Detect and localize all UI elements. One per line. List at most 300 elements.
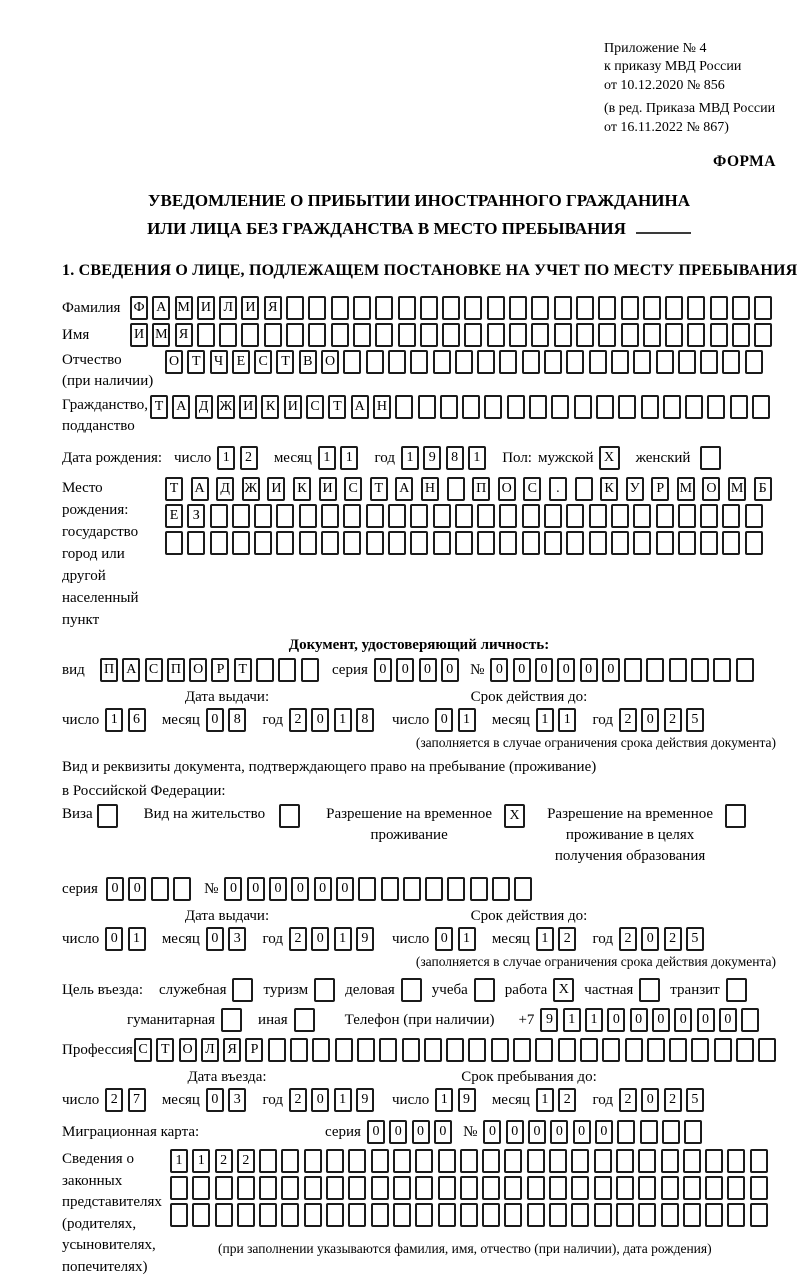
form-cell[interactable]: [348, 1149, 366, 1173]
form-cell[interactable]: 0: [674, 1008, 692, 1032]
form-cell[interactable]: 2: [558, 927, 576, 951]
form-cell[interactable]: [661, 1176, 679, 1200]
form-cell[interactable]: 6: [128, 708, 146, 732]
form-cell[interactable]: [611, 504, 629, 528]
form-cell[interactable]: К: [600, 477, 618, 501]
form-cell[interactable]: Т: [234, 658, 252, 682]
form-cell[interactable]: [685, 395, 703, 419]
form-cell[interactable]: Н: [421, 477, 439, 501]
form-cell[interactable]: 1: [458, 708, 476, 732]
form-cell[interactable]: [531, 296, 549, 320]
form-cell[interactable]: С: [254, 350, 272, 374]
form-cell[interactable]: 0: [291, 877, 309, 901]
form-cell[interactable]: [210, 531, 228, 555]
form-cell[interactable]: 1: [318, 446, 336, 470]
form-cell[interactable]: [455, 504, 473, 528]
form-cell[interactable]: [487, 323, 505, 347]
form-cell[interactable]: [366, 350, 384, 374]
form-cell[interactable]: [308, 323, 326, 347]
form-cell[interactable]: [594, 1176, 612, 1200]
form-cell[interactable]: 3: [228, 927, 246, 951]
form-cell[interactable]: [455, 350, 473, 374]
form-cell[interactable]: 2: [619, 927, 637, 951]
form-cell[interactable]: И: [241, 296, 259, 320]
form-cell[interactable]: [192, 1203, 210, 1227]
form-cell[interactable]: [321, 504, 339, 528]
form-cell[interactable]: 1: [170, 1149, 188, 1173]
form-cell[interactable]: [268, 1038, 286, 1062]
form-cell[interactable]: 0: [105, 927, 123, 951]
form-cell[interactable]: И: [284, 395, 302, 419]
form-cell[interactable]: 0: [412, 1120, 430, 1144]
form-cell[interactable]: Т: [156, 1038, 174, 1062]
form-cell[interactable]: [638, 1203, 656, 1227]
form-cell[interactable]: [638, 1149, 656, 1173]
form-cell[interactable]: [727, 1149, 745, 1173]
form-cell[interactable]: [474, 978, 495, 1002]
form-cell[interactable]: [492, 877, 510, 901]
form-cell[interactable]: А: [351, 395, 369, 419]
form-cell[interactable]: [554, 323, 572, 347]
form-cell[interactable]: [669, 1038, 687, 1062]
form-cell[interactable]: [477, 531, 495, 555]
form-cell[interactable]: [754, 296, 772, 320]
form-cell[interactable]: К: [261, 395, 279, 419]
form-cell[interactable]: Д: [195, 395, 213, 419]
form-cell[interactable]: [308, 296, 326, 320]
form-cell[interactable]: [331, 296, 349, 320]
form-cell[interactable]: 1: [128, 927, 146, 951]
form-cell[interactable]: [388, 350, 406, 374]
form-cell[interactable]: [641, 395, 659, 419]
form-cell[interactable]: [527, 1149, 545, 1173]
form-cell[interactable]: 0: [528, 1120, 546, 1144]
form-cell[interactable]: 0: [607, 1008, 625, 1032]
form-cell[interactable]: [326, 1203, 344, 1227]
form-cell[interactable]: А: [152, 296, 170, 320]
form-cell[interactable]: П: [472, 477, 490, 501]
form-cell[interactable]: [705, 1149, 723, 1173]
form-cell[interactable]: [616, 1203, 634, 1227]
form-cell[interactable]: [286, 296, 304, 320]
form-cell[interactable]: [551, 395, 569, 419]
form-cell[interactable]: [544, 350, 562, 374]
form-cell[interactable]: 9: [540, 1008, 558, 1032]
form-cell[interactable]: [691, 658, 709, 682]
form-cell[interactable]: 0: [697, 1008, 715, 1032]
form-cell[interactable]: [713, 658, 731, 682]
form-cell[interactable]: 0: [652, 1008, 670, 1032]
form-cell[interactable]: [621, 323, 639, 347]
form-cell[interactable]: [433, 504, 451, 528]
form-cell[interactable]: [722, 350, 740, 374]
form-cell[interactable]: [455, 531, 473, 555]
form-cell[interactable]: [299, 531, 317, 555]
form-cell[interactable]: [736, 658, 754, 682]
form-cell[interactable]: [714, 1038, 732, 1062]
form-cell[interactable]: [589, 350, 607, 374]
form-cell[interactable]: [663, 395, 681, 419]
form-cell[interactable]: Е: [232, 350, 250, 374]
form-cell[interactable]: [513, 1038, 531, 1062]
form-cell[interactable]: 0: [311, 708, 329, 732]
form-cell[interactable]: 0: [490, 658, 508, 682]
form-cell[interactable]: [726, 978, 747, 1002]
form-cell[interactable]: [617, 1120, 635, 1144]
form-cell[interactable]: 0: [483, 1120, 501, 1144]
form-cell[interactable]: 0: [311, 1088, 329, 1112]
form-cell[interactable]: 0: [311, 927, 329, 951]
form-cell[interactable]: 2: [664, 1088, 682, 1112]
form-cell[interactable]: И: [239, 395, 257, 419]
form-cell[interactable]: [656, 504, 674, 528]
form-cell[interactable]: [752, 395, 770, 419]
form-cell[interactable]: [687, 296, 705, 320]
form-cell[interactable]: [535, 1038, 553, 1062]
form-cell[interactable]: [661, 1203, 679, 1227]
form-cell[interactable]: Р: [651, 477, 669, 501]
form-cell[interactable]: [398, 323, 416, 347]
form-cell[interactable]: [418, 395, 436, 419]
form-cell[interactable]: [527, 1203, 545, 1227]
form-cell[interactable]: 0: [573, 1120, 591, 1144]
form-cell[interactable]: 1: [334, 927, 352, 951]
form-cell[interactable]: [343, 504, 361, 528]
form-cell[interactable]: Д: [216, 477, 234, 501]
form-cell[interactable]: 5: [686, 927, 704, 951]
form-cell[interactable]: [446, 1038, 464, 1062]
form-cell[interactable]: [504, 1203, 522, 1227]
form-cell[interactable]: 2: [237, 1149, 255, 1173]
form-cell[interactable]: [301, 658, 319, 682]
form-cell[interactable]: [732, 296, 750, 320]
form-cell[interactable]: 0: [435, 927, 453, 951]
form-cell[interactable]: [420, 323, 438, 347]
form-cell[interactable]: [700, 531, 718, 555]
form-cell[interactable]: 9: [423, 446, 441, 470]
form-cell[interactable]: [618, 395, 636, 419]
form-cell[interactable]: Л: [219, 296, 237, 320]
form-cell[interactable]: [669, 658, 687, 682]
form-cell[interactable]: 0: [106, 877, 124, 901]
form-cell[interactable]: [403, 877, 421, 901]
form-cell[interactable]: [348, 1203, 366, 1227]
form-cell[interactable]: [741, 1008, 759, 1032]
form-cell[interactable]: [215, 1176, 233, 1200]
form-cell[interactable]: 1: [536, 1088, 554, 1112]
form-cell[interactable]: 1: [536, 927, 554, 951]
form-cell[interactable]: [750, 1203, 768, 1227]
form-cell[interactable]: X: [553, 978, 574, 1002]
form-cell[interactable]: О: [321, 350, 339, 374]
form-cell[interactable]: [401, 978, 422, 1002]
form-cell[interactable]: 2: [240, 446, 258, 470]
form-cell[interactable]: .: [549, 477, 567, 501]
form-cell[interactable]: [353, 296, 371, 320]
form-cell[interactable]: 8: [446, 446, 464, 470]
form-cell[interactable]: И: [197, 296, 215, 320]
form-cell[interactable]: [278, 658, 296, 682]
form-cell[interactable]: [683, 1149, 701, 1173]
form-cell[interactable]: М: [728, 477, 746, 501]
form-cell[interactable]: [566, 531, 584, 555]
form-cell[interactable]: [482, 1203, 500, 1227]
form-cell[interactable]: [544, 531, 562, 555]
form-cell[interactable]: Л: [201, 1038, 219, 1062]
form-cell[interactable]: 0: [374, 658, 392, 682]
form-cell[interactable]: [656, 531, 674, 555]
form-cell[interactable]: [460, 1203, 478, 1227]
form-cell[interactable]: 0: [441, 658, 459, 682]
form-cell[interactable]: 0: [247, 877, 265, 901]
form-cell[interactable]: Я: [264, 296, 282, 320]
form-cell[interactable]: [438, 1176, 456, 1200]
form-cell[interactable]: [529, 395, 547, 419]
form-cell[interactable]: [522, 531, 540, 555]
form-cell[interactable]: О: [165, 350, 183, 374]
form-cell[interactable]: 1: [340, 446, 358, 470]
form-cell[interactable]: 0: [641, 708, 659, 732]
form-cell[interactable]: [221, 1008, 242, 1032]
form-cell[interactable]: 0: [269, 877, 287, 901]
form-cell[interactable]: [312, 1038, 330, 1062]
form-cell[interactable]: [256, 658, 274, 682]
form-cell[interactable]: М: [152, 323, 170, 347]
form-cell[interactable]: [299, 504, 317, 528]
form-cell[interactable]: [264, 323, 282, 347]
form-cell[interactable]: [304, 1149, 322, 1173]
form-cell[interactable]: [504, 1149, 522, 1173]
form-cell[interactable]: [237, 1176, 255, 1200]
form-cell[interactable]: [215, 1203, 233, 1227]
form-cell[interactable]: [665, 323, 683, 347]
form-cell[interactable]: 2: [664, 927, 682, 951]
form-cell[interactable]: 0: [419, 658, 437, 682]
form-cell[interactable]: [294, 1008, 315, 1032]
form-cell[interactable]: [259, 1176, 277, 1200]
form-cell[interactable]: [727, 1176, 745, 1200]
form-cell[interactable]: [438, 1203, 456, 1227]
form-cell[interactable]: [499, 350, 517, 374]
form-cell[interactable]: [504, 1176, 522, 1200]
form-cell[interactable]: [549, 1176, 567, 1200]
form-cell[interactable]: [638, 1176, 656, 1200]
form-cell[interactable]: 1: [435, 1088, 453, 1112]
form-cell[interactable]: К: [293, 477, 311, 501]
form-cell[interactable]: 0: [128, 877, 146, 901]
form-cell[interactable]: 1: [217, 446, 235, 470]
form-cell[interactable]: [661, 1149, 679, 1173]
form-cell[interactable]: [460, 1176, 478, 1200]
form-cell[interactable]: [197, 323, 215, 347]
form-cell[interactable]: [499, 531, 517, 555]
form-cell[interactable]: [410, 531, 428, 555]
form-cell[interactable]: [554, 296, 572, 320]
form-cell[interactable]: [527, 1176, 545, 1200]
form-cell[interactable]: [460, 1149, 478, 1173]
form-cell[interactable]: [647, 1038, 665, 1062]
form-cell[interactable]: И: [267, 477, 285, 501]
form-cell[interactable]: [722, 531, 740, 555]
form-cell[interactable]: [491, 1038, 509, 1062]
form-cell[interactable]: [678, 531, 696, 555]
form-cell[interactable]: С: [134, 1038, 152, 1062]
form-cell[interactable]: X: [504, 804, 525, 828]
form-cell[interactable]: [366, 504, 384, 528]
form-cell[interactable]: [366, 531, 384, 555]
form-cell[interactable]: 0: [434, 1120, 452, 1144]
form-cell[interactable]: [710, 323, 728, 347]
form-cell[interactable]: [750, 1176, 768, 1200]
form-cell[interactable]: [438, 1149, 456, 1173]
form-cell[interactable]: [254, 504, 272, 528]
form-cell[interactable]: 1: [334, 1088, 352, 1112]
form-cell[interactable]: 0: [595, 1120, 613, 1144]
form-cell[interactable]: [259, 1203, 277, 1227]
form-cell[interactable]: [462, 395, 480, 419]
form-cell[interactable]: [621, 296, 639, 320]
form-cell[interactable]: 9: [356, 1088, 374, 1112]
form-cell[interactable]: 3: [228, 1088, 246, 1112]
form-cell[interactable]: 0: [550, 1120, 568, 1144]
form-cell[interactable]: Т: [276, 350, 294, 374]
form-cell[interactable]: [375, 323, 393, 347]
form-cell[interactable]: [321, 531, 339, 555]
form-cell[interactable]: [420, 296, 438, 320]
form-cell[interactable]: [286, 323, 304, 347]
form-cell[interactable]: [241, 323, 259, 347]
form-cell[interactable]: 0: [206, 708, 224, 732]
form-cell[interactable]: П: [100, 658, 118, 682]
form-cell[interactable]: [468, 1038, 486, 1062]
form-cell[interactable]: [442, 296, 460, 320]
form-cell[interactable]: 7: [128, 1088, 146, 1112]
form-cell[interactable]: [665, 296, 683, 320]
form-cell[interactable]: [571, 1149, 589, 1173]
form-cell[interactable]: [484, 395, 502, 419]
form-cell[interactable]: Ч: [210, 350, 228, 374]
form-cell[interactable]: О: [179, 1038, 197, 1062]
form-cell[interactable]: [477, 504, 495, 528]
form-cell[interactable]: З: [187, 504, 205, 528]
form-cell[interactable]: О: [702, 477, 720, 501]
form-cell[interactable]: 0: [513, 658, 531, 682]
form-cell[interactable]: 1: [468, 446, 486, 470]
form-cell[interactable]: [393, 1203, 411, 1227]
form-cell[interactable]: [165, 531, 183, 555]
form-cell[interactable]: 0: [206, 927, 224, 951]
form-cell[interactable]: 9: [356, 927, 374, 951]
form-cell[interactable]: [566, 350, 584, 374]
form-cell[interactable]: [371, 1176, 389, 1200]
form-cell[interactable]: [678, 504, 696, 528]
form-cell[interactable]: [691, 1038, 709, 1062]
form-cell[interactable]: 0: [367, 1120, 385, 1144]
form-cell[interactable]: [710, 296, 728, 320]
form-cell[interactable]: М: [175, 296, 193, 320]
form-cell[interactable]: 0: [224, 877, 242, 901]
form-cell[interactable]: [580, 1038, 598, 1062]
form-cell[interactable]: [97, 804, 118, 828]
form-cell[interactable]: Т: [328, 395, 346, 419]
form-cell[interactable]: С: [344, 477, 362, 501]
form-cell[interactable]: 0: [435, 708, 453, 732]
form-cell[interactable]: [290, 1038, 308, 1062]
form-cell[interactable]: [395, 395, 413, 419]
form-cell[interactable]: Я: [175, 323, 193, 347]
form-cell[interactable]: [646, 658, 664, 682]
form-cell[interactable]: Т: [370, 477, 388, 501]
form-cell[interactable]: [633, 531, 651, 555]
form-cell[interactable]: 2: [105, 1088, 123, 1112]
form-cell[interactable]: 0: [641, 1088, 659, 1112]
form-cell[interactable]: [633, 504, 651, 528]
form-cell[interactable]: Р: [211, 658, 229, 682]
form-cell[interactable]: [304, 1176, 322, 1200]
form-cell[interactable]: 1: [334, 708, 352, 732]
form-cell[interactable]: [678, 350, 696, 374]
form-cell[interactable]: [470, 877, 488, 901]
form-cell[interactable]: [187, 531, 205, 555]
form-cell[interactable]: [687, 323, 705, 347]
form-cell[interactable]: [558, 1038, 576, 1062]
form-cell[interactable]: 1: [401, 446, 419, 470]
form-cell[interactable]: [611, 350, 629, 374]
form-cell[interactable]: [707, 395, 725, 419]
form-cell[interactable]: [616, 1149, 634, 1173]
form-cell[interactable]: [442, 323, 460, 347]
form-cell[interactable]: [596, 395, 614, 419]
form-cell[interactable]: [576, 296, 594, 320]
form-cell[interactable]: 1: [105, 708, 123, 732]
form-cell[interactable]: [639, 978, 660, 1002]
form-cell[interactable]: [509, 323, 527, 347]
form-cell[interactable]: [725, 804, 746, 828]
form-cell[interactable]: [170, 1203, 188, 1227]
form-cell[interactable]: [598, 323, 616, 347]
form-cell[interactable]: [531, 323, 549, 347]
form-cell[interactable]: [571, 1176, 589, 1200]
form-cell[interactable]: [549, 1149, 567, 1173]
form-cell[interactable]: [281, 1149, 299, 1173]
form-cell[interactable]: [507, 395, 525, 419]
form-cell[interactable]: 2: [215, 1149, 233, 1173]
form-cell[interactable]: [499, 504, 517, 528]
form-cell[interactable]: [482, 1149, 500, 1173]
form-cell[interactable]: [544, 504, 562, 528]
form-cell[interactable]: [375, 296, 393, 320]
form-cell[interactable]: [393, 1176, 411, 1200]
form-cell[interactable]: [684, 1120, 702, 1144]
form-cell[interactable]: [643, 296, 661, 320]
form-cell[interactable]: 0: [535, 658, 553, 682]
form-cell[interactable]: [415, 1176, 433, 1200]
form-cell[interactable]: 0: [602, 658, 620, 682]
form-cell[interactable]: Т: [165, 477, 183, 501]
form-cell[interactable]: [254, 531, 272, 555]
form-cell[interactable]: [656, 350, 674, 374]
form-cell[interactable]: [326, 1176, 344, 1200]
form-cell[interactable]: 1: [192, 1149, 210, 1173]
form-cell[interactable]: 1: [558, 708, 576, 732]
form-cell[interactable]: [522, 350, 540, 374]
form-cell[interactable]: [625, 1038, 643, 1062]
form-cell[interactable]: [576, 323, 594, 347]
form-cell[interactable]: [571, 1203, 589, 1227]
form-cell[interactable]: [232, 978, 253, 1002]
form-cell[interactable]: [237, 1203, 255, 1227]
form-cell[interactable]: 5: [686, 1088, 704, 1112]
